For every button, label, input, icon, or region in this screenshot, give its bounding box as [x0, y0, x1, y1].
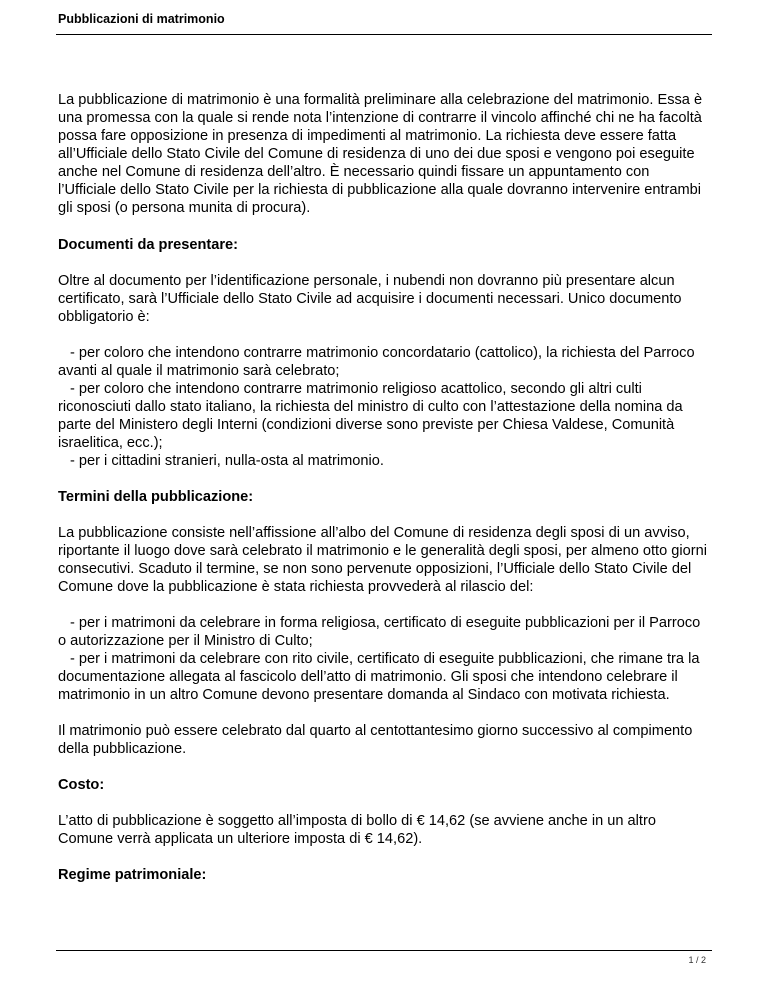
documenti-paragraph: Oltre al documento per l’identificazione personale, i nubendi non dovranno più presentare alcun certificato, sarà l’Ufficiale dello Stato Civile ad acquisire i documenti necessari. Unico documento obbligatorio è: [58, 273, 682, 325]
page-header-title: Pubblicazioni di matrimonio [58, 12, 225, 26]
intro-paragraph: La pubblicazione di matrimonio è una formalità preliminare alla celebrazione del matrimonio. Essa è una promessa con la quale si rende nota l’intenzione di contrarre il vincolo affinché chi ne ha facoltà possa fare opposizione in presenza di impedimenti al matrimonio. La richiesta deve essere fatta all’Ufficiale dello Stato Civile del Comune di residenza di uno dei due sposi e vengono poi eseguite anche nel Comune di residenza dell’altro. È necessario quindi fissare un appuntamento con l’Ufficiale dello Stato Civile per la richiesta di pubblicazione alla quale dovranno intervenire entrambi gli sposi (o persona munita di procura). [58, 92, 703, 216]
section-heading-documenti: Documenti da presentare: [58, 237, 239, 253]
termini-list [58, 614, 708, 704]
documenti-list [58, 344, 708, 470]
document-body [58, 91, 708, 902]
section-heading-regime: Regime patrimoniale: [58, 867, 207, 883]
footer-divider [56, 950, 712, 951]
list-item: - per i matrimoni da celebrare in forma religiosa, certificato di eseguite pubblicazioni per il Parroco o autorizzazione per il Ministro di Culto; [58, 615, 701, 649]
termini-paragraph: La pubblicazione consiste nell’affissione all’albo del Comune di residenza degli sposi di un avviso, riportante il luogo dove sarà celebrato il matrimonio e le generalità degli sposi, per almeno otto giorni consecutivi. Scaduto il termine, se non sono pervenute opposizioni, l’Ufficiale dello Stato Civile del Comune dove la pubblicazione è stata richiesta provvederà al rilascio del: [58, 525, 707, 595]
list-item: - per i matrimoni da celebrare con rito civile, certificato di eseguite pubblicazioni, che rimane tra la documentazione allegata al fascicolo dell’atto di matrimonio. Gli sposi che intendono celebrare il matrimonio in un altro Comune devono presentare domanda al Sindaco con motivata richiesta. [58, 651, 700, 703]
section-heading-termini: Termini della pubblicazione: [58, 489, 254, 505]
list-item: - per coloro che intendono contrarre matrimonio concordatario (cattolico), la richiesta del Parroco avanti al quale il matrimonio sarà celebrato; [58, 345, 695, 379]
costo-paragraph: L’atto di pubblicazione è soggetto all’imposta di bollo di € 14,62 (se avviene anche in un altro Comune verrà applicata un ulteriore imposta di € 14,62). [58, 813, 656, 847]
section-heading-costo: Costo: [58, 777, 105, 793]
list-item: - per coloro che intendono contrarre matrimonio religioso acattolico, secondo gli altri culti riconosciuti dallo stato italiano, la richiesta del ministro di culto con l’attestazione della nomina da parte del Ministero degli Interni (condizioni diverse sono previste per Chiesa Valdese, Comunità israelitica, ecc.); [58, 381, 683, 451]
list-item: - per i cittadini stranieri, nulla-osta al matrimonio. [70, 453, 384, 469]
page-number: 1 / 2 [688, 955, 706, 965]
header-divider [56, 34, 712, 35]
termini-note: Il matrimonio può essere celebrato dal quarto al centottantesimo giorno successivo al compimento della pubblicazione. [58, 723, 693, 757]
